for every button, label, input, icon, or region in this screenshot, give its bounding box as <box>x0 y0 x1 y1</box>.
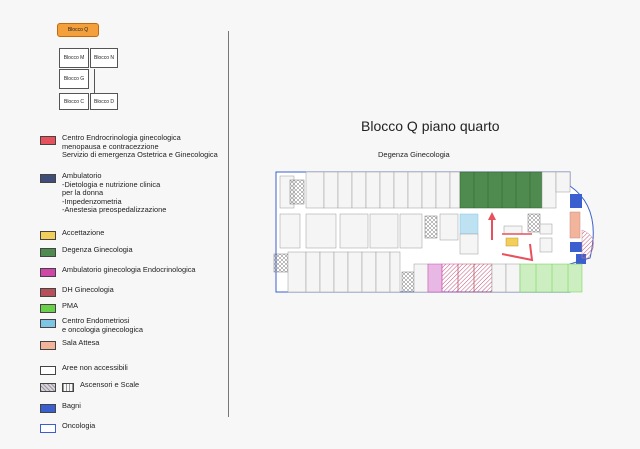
legend-item <box>40 402 81 413</box>
room <box>504 226 522 234</box>
legend-item <box>40 134 218 160</box>
legend-item <box>40 246 133 257</box>
room <box>506 264 520 292</box>
legend-item <box>40 286 114 297</box>
block-c-label: Blocco C <box>63 98 84 105</box>
floor-subtitle: Degenza Ginecologia <box>378 150 450 159</box>
legend-label: Ambulatorio -Dietologia e nutrizione clinica per la donna -Impedenzometria -Anestesia preospedalizzazione <box>62 171 167 215</box>
room <box>440 214 458 240</box>
room <box>334 252 348 292</box>
legend-label: Oncologia <box>62 421 96 430</box>
mini-map-connector <box>89 69 95 93</box>
room <box>380 172 394 208</box>
legend-swatch-stairs <box>62 383 74 392</box>
legend-item <box>40 172 166 215</box>
room <box>338 172 352 208</box>
room <box>540 224 552 234</box>
legend-label: Aree non accessibili <box>62 363 128 372</box>
legend-item <box>40 422 95 433</box>
legend-swatch <box>40 383 56 392</box>
legend-swatch <box>40 231 56 240</box>
legend-label: Sala Attesa <box>62 338 100 347</box>
legend-item <box>40 302 78 313</box>
stairs-3 <box>402 272 414 292</box>
room <box>362 252 376 292</box>
legend-swatch <box>40 174 56 183</box>
room <box>306 172 324 208</box>
room <box>390 252 400 292</box>
room <box>394 172 408 208</box>
endocrinology-clinic <box>442 264 458 292</box>
room <box>324 172 338 208</box>
reception <box>506 238 518 246</box>
legend-item <box>40 317 143 334</box>
block-d-label: Blocco D <box>93 98 114 105</box>
endometriosis-area <box>460 214 478 234</box>
endocrinology-clinic <box>428 264 442 292</box>
legend-label: Ambulatorio ginecologia Endocrinologica <box>62 265 196 274</box>
block-g[interactable] <box>59 69 89 89</box>
legend-swatch <box>40 366 56 375</box>
legend-swatch <box>40 136 56 145</box>
legend-label: DH Ginecologia <box>62 285 114 294</box>
block-n-label: Blocco N <box>93 55 114 61</box>
legend-item <box>40 229 104 240</box>
pma-area <box>520 264 582 292</box>
legend-swatch <box>40 404 56 413</box>
room <box>288 252 306 292</box>
room <box>306 252 320 292</box>
room <box>370 214 398 248</box>
room <box>376 252 390 292</box>
ward-gynecology <box>460 172 542 208</box>
divider <box>228 31 229 417</box>
legend-swatch <box>40 424 56 433</box>
room <box>460 234 478 254</box>
room <box>450 172 460 208</box>
room <box>436 172 450 208</box>
legend-swatch <box>40 341 56 350</box>
stairs-4 <box>528 214 540 232</box>
room <box>348 252 362 292</box>
dh-gynecology <box>458 264 474 292</box>
room <box>352 172 366 208</box>
block-q-label: Blocco Q <box>67 27 89 33</box>
legend-label: Centro Endometriosi e oncologia ginecologica <box>62 316 143 334</box>
dh-gynecology <box>474 264 492 292</box>
legend-label: Centro Endrocrinologia ginecologica menopausa e contracezzione Servizio di emergenza Ostetrica e Ginecologica <box>62 133 218 160</box>
legend-item <box>40 339 99 350</box>
room <box>540 238 552 252</box>
block-n[interactable] <box>90 48 118 68</box>
legend-swatch <box>40 248 56 257</box>
stairs-2 <box>274 254 288 272</box>
block-c[interactable] <box>59 93 89 110</box>
legend-swatch <box>40 304 56 313</box>
room <box>422 172 436 208</box>
floor-title: Blocco Q piano quarto <box>361 118 500 134</box>
legend-label: PMA <box>62 301 79 310</box>
legend-item <box>40 381 139 392</box>
legend-label: Accettazione <box>62 228 105 237</box>
room <box>408 172 422 208</box>
legend-item <box>40 364 128 375</box>
room <box>556 172 570 192</box>
room <box>306 214 336 248</box>
legend-label: Degenza Ginecologia <box>62 245 133 254</box>
block-q-badge[interactable] <box>57 23 99 37</box>
room <box>492 264 506 292</box>
block-m[interactable] <box>59 48 89 68</box>
room <box>414 264 428 292</box>
legend-label: Ascensori e Scale <box>80 380 140 389</box>
bathroom <box>570 194 582 208</box>
stairs-1 <box>290 180 304 204</box>
waiting-room <box>570 212 580 238</box>
legend-swatch <box>40 288 56 297</box>
room <box>400 214 422 248</box>
legend-swatch <box>40 319 56 328</box>
block-d[interactable] <box>90 93 118 110</box>
room <box>280 214 300 248</box>
block-g-label: Blocco G <box>63 76 85 82</box>
block-m-label: Blocco M <box>63 55 85 61</box>
room <box>320 252 334 292</box>
room <box>366 172 380 208</box>
legend-label: Bagni <box>62 401 81 410</box>
bathroom <box>570 242 582 252</box>
legend-item <box>40 266 196 277</box>
room <box>542 172 556 208</box>
floor-plan <box>270 168 605 298</box>
room <box>340 214 368 248</box>
room <box>425 216 437 238</box>
legend-swatch <box>40 268 56 277</box>
